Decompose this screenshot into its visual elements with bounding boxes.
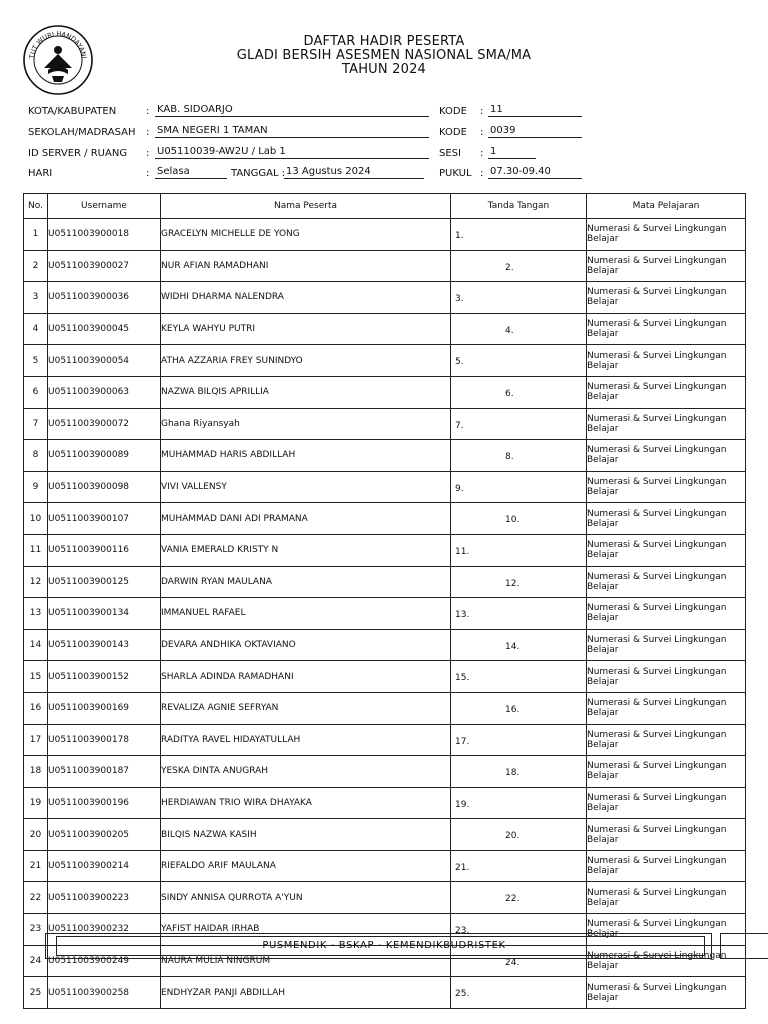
row-no: 2 <box>24 250 48 282</box>
row-name: Ghana Riyansyah <box>161 408 451 440</box>
signature-number: 14. <box>505 641 520 652</box>
subject-line-1: Numerasi & Survei Lingkungan <box>587 508 727 519</box>
header-username: Username <box>48 194 161 219</box>
row-signature[interactable] <box>451 440 587 472</box>
row-name: NAZWA BILQIS APRILLIA <box>161 376 451 408</box>
row-no: 25 <box>24 977 48 1009</box>
table-row <box>24 408 746 440</box>
table-row <box>24 534 746 566</box>
sesi-label: SESI <box>439 148 461 159</box>
row-subject <box>587 819 746 851</box>
row-no: 17 <box>24 724 48 756</box>
row-signature[interactable] <box>451 282 587 314</box>
row-signature[interactable] <box>451 566 587 598</box>
signature-number: 21. <box>455 862 470 873</box>
colon: : <box>146 148 150 159</box>
subject-line-2: Belajar <box>587 455 619 466</box>
row-name: MUHAMMAD HARIS ABDILLAH <box>161 440 451 472</box>
row-signature[interactable] <box>451 882 587 914</box>
row-subject <box>587 850 746 882</box>
row-name: DARWIN RYAN MAULANA <box>161 566 451 598</box>
kode1-label: KODE <box>439 106 467 117</box>
row-no: 9 <box>24 471 48 503</box>
signature-number: 3. <box>455 294 464 305</box>
row-no: 10 <box>24 503 48 535</box>
table-row <box>24 471 746 503</box>
row-no: 18 <box>24 756 48 788</box>
row-subject <box>587 661 746 693</box>
row-subject <box>587 882 746 914</box>
subject-line-2: Belajar <box>587 234 619 245</box>
row-no: 6 <box>24 376 48 408</box>
row-username: U0511003900187 <box>48 756 161 788</box>
signature-number: 2. <box>505 262 514 273</box>
row-name: DEVARA ANDHIKA OKTAVIANO <box>161 629 451 661</box>
row-username: U0511003900196 <box>48 787 161 819</box>
row-name: IMMANUEL RAFAEL <box>161 598 451 630</box>
row-subject <box>587 471 746 503</box>
row-subject <box>587 787 746 819</box>
table-row <box>24 345 746 377</box>
row-username: U0511003900098 <box>48 471 161 503</box>
title-line-2: GLADI BERSIH ASESMEN NASIONAL SMA/MA <box>236 48 532 63</box>
header-mata-pelajaran: Mata Pelajaran <box>587 194 746 219</box>
attendance-table <box>23 193 746 1009</box>
row-signature[interactable] <box>451 376 587 408</box>
subject-line-2: Belajar <box>587 802 619 813</box>
table-row <box>24 724 746 756</box>
row-no: 4 <box>24 313 48 345</box>
logo-text: TUT WURI HANDAYANI <box>27 29 88 60</box>
subject-line-1: Numerasi & Survei Lingkungan <box>587 982 727 993</box>
subject-line-2: Belajar <box>587 992 619 1003</box>
colon: : <box>480 106 484 117</box>
row-name: NAURA MULIA NINGRUM <box>161 945 451 977</box>
row-username: U0511003900169 <box>48 692 161 724</box>
row-name: VIVI VALLENSY <box>161 471 451 503</box>
row-username: U0511003900223 <box>48 882 161 914</box>
header-no: No. <box>24 194 48 219</box>
table-row <box>24 219 746 251</box>
subject-line-1: Numerasi & Survei Lingkungan <box>587 792 727 803</box>
row-subject <box>587 534 746 566</box>
signature-number: 13. <box>455 610 470 621</box>
kota-value: KAB. SIDOARJO <box>155 103 429 117</box>
signature-number: 25. <box>455 989 470 1000</box>
pukul-label: PUKUL <box>439 168 472 179</box>
colon: : <box>480 148 484 159</box>
row-username: U0511003900249 <box>48 945 161 977</box>
colon: : <box>480 127 484 138</box>
signature-number: 9. <box>455 483 464 494</box>
table-row <box>24 756 746 788</box>
signature-number: 15. <box>455 673 470 684</box>
row-subject <box>587 503 746 535</box>
row-username: U0511003900143 <box>48 629 161 661</box>
row-name: BILQIS NAZWA KASIH <box>161 819 451 851</box>
subject-line-2: Belajar <box>587 487 619 498</box>
subject-line-1: Numerasi & Survei Lingkungan <box>587 729 727 740</box>
row-signature[interactable] <box>451 756 587 788</box>
row-no: 1 <box>24 219 48 251</box>
hari-value: Selasa <box>155 165 227 179</box>
subject-line-1: Numerasi & Survei Lingkungan <box>587 350 727 361</box>
row-no: 15 <box>24 661 48 693</box>
row-no: 3 <box>24 282 48 314</box>
signature-number: 10. <box>505 515 520 526</box>
subject-line-1: Numerasi & Survei Lingkungan <box>587 824 727 835</box>
subject-line-2: Belajar <box>587 297 619 308</box>
server-label: ID SERVER / RUANG <box>28 148 128 159</box>
signature-number: 19. <box>455 799 470 810</box>
row-signature[interactable] <box>451 629 587 661</box>
row-name: YESKA DINTA ANUGRAH <box>161 756 451 788</box>
row-subject <box>587 219 746 251</box>
row-username: U0511003900036 <box>48 282 161 314</box>
row-no: 13 <box>24 598 48 630</box>
colon: : <box>146 168 150 179</box>
row-name: ATHA AZZARIA FREY SUNINDYO <box>161 345 451 377</box>
row-subject <box>587 440 746 472</box>
row-no: 11 <box>24 534 48 566</box>
subject-line-2: Belajar <box>587 676 619 687</box>
subject-line-2: Belajar <box>587 581 619 592</box>
subject-line-1: Numerasi & Survei Lingkungan <box>587 445 727 456</box>
row-name: MUHAMMAD DANI ADI PRAMANA <box>161 503 451 535</box>
row-subject <box>587 376 746 408</box>
signature-number: 5. <box>455 357 464 368</box>
row-no: 5 <box>24 345 48 377</box>
row-no: 19 <box>24 787 48 819</box>
row-signature[interactable] <box>451 598 587 630</box>
kode2-value: 0039 <box>488 124 582 138</box>
row-name: NUR AFIAN RAMADHANI <box>161 250 451 282</box>
subject-line-1: Numerasi & Survei Lingkungan <box>587 666 727 677</box>
row-username: U0511003900107 <box>48 503 161 535</box>
row-username: U0511003900134 <box>48 598 161 630</box>
row-name: RIEFALDO ARIF MAULANA <box>161 850 451 882</box>
signature-number: 24. <box>505 957 520 968</box>
colon: : <box>146 106 150 117</box>
row-subject <box>587 629 746 661</box>
subject-line-2: Belajar <box>587 329 619 340</box>
table-row <box>24 440 746 472</box>
row-no: 21 <box>24 850 48 882</box>
subject-line-2: Belajar <box>587 392 619 403</box>
row-signature[interactable] <box>451 692 587 724</box>
row-subject <box>587 692 746 724</box>
hari-label: HARI <box>28 168 53 179</box>
row-name: HERDIAWAN TRIO WIRA DHAYAKA <box>161 787 451 819</box>
row-username: U0511003900205 <box>48 819 161 851</box>
kode2-label: KODE <box>439 127 467 138</box>
subject-line-2: Belajar <box>587 739 619 750</box>
subject-line-2: Belajar <box>587 897 619 908</box>
subject-line-1: Numerasi & Survei Lingkungan <box>587 287 727 298</box>
row-no: 22 <box>24 882 48 914</box>
row-signature[interactable] <box>451 313 587 345</box>
subject-line-2: Belajar <box>587 423 619 434</box>
row-name: SINDY ANNISA QURROTA A'YUN <box>161 882 451 914</box>
row-name: GRACELYN MICHELLE DE YONG <box>161 219 451 251</box>
subject-line-2: Belajar <box>587 960 619 971</box>
header-tanda-tangan: Tanda Tangan <box>451 194 587 219</box>
tanggal-label: TANGGAL : <box>231 168 286 179</box>
subject-line-1: Numerasi & Survei Lingkungan <box>587 950 727 961</box>
row-username: U0511003900027 <box>48 250 161 282</box>
row-name: VANIA EMERALD KRISTY N <box>161 534 451 566</box>
table-row <box>24 313 746 345</box>
sekolah-value: SMA NEGERI 1 TAMAN <box>155 124 429 138</box>
row-subject <box>587 756 746 788</box>
row-subject <box>587 282 746 314</box>
row-username: U0511003900152 <box>48 661 161 693</box>
signature-number: 22. <box>505 894 520 905</box>
subject-line-1: Numerasi & Survei Lingkungan <box>587 698 727 709</box>
row-signature[interactable] <box>451 408 587 440</box>
subject-line-1: Numerasi & Survei Lingkungan <box>587 382 727 393</box>
subject-line-1: Numerasi & Survei Lingkungan <box>587 224 727 235</box>
row-username: U0511003900214 <box>48 850 161 882</box>
row-no: 23 <box>24 914 48 946</box>
row-name: YAFIST HAIDAR IRHAB <box>161 914 451 946</box>
row-username: U0511003900125 <box>48 566 161 598</box>
signature-number: 23. <box>455 926 470 937</box>
signature-number: 17. <box>455 736 470 747</box>
row-no: 12 <box>24 566 48 598</box>
row-no: 16 <box>24 692 48 724</box>
row-no: 7 <box>24 408 48 440</box>
row-signature[interactable] <box>451 724 587 756</box>
signature-number: 1. <box>455 231 464 241</box>
subject-line-1: Numerasi & Survei Lingkungan <box>587 887 727 898</box>
subject-line-1: Numerasi & Survei Lingkungan <box>587 477 727 488</box>
row-name: REVALIZA AGNIE SEFRYAN <box>161 692 451 724</box>
row-subject <box>587 598 746 630</box>
signature-number: 18. <box>505 768 520 779</box>
row-signature[interactable] <box>451 977 587 1009</box>
signature-number: 20. <box>505 831 520 842</box>
subject-line-1: Numerasi & Survei Lingkungan <box>587 856 727 867</box>
row-username: U0511003900089 <box>48 440 161 472</box>
row-name: KEYLA WAHYU PUTRI <box>161 313 451 345</box>
row-username: U0511003900178 <box>48 724 161 756</box>
table-row <box>24 629 746 661</box>
row-username: U0511003900054 <box>48 345 161 377</box>
subject-line-2: Belajar <box>587 708 619 719</box>
row-subject <box>587 724 746 756</box>
row-username: U0511003900232 <box>48 914 161 946</box>
row-no: 24 <box>24 945 48 977</box>
row-signature[interactable] <box>451 345 587 377</box>
row-subject <box>587 345 746 377</box>
signature-number: 16. <box>505 704 520 715</box>
row-signature[interactable] <box>451 534 587 566</box>
pukul-value: 07.30-09.40 <box>488 165 582 179</box>
header-nama: Nama Peserta <box>161 194 451 219</box>
row-username: U0511003900063 <box>48 376 161 408</box>
row-signature[interactable] <box>451 850 587 882</box>
table-row <box>24 566 746 598</box>
signature-number: 7. <box>455 420 464 431</box>
row-subject <box>587 250 746 282</box>
subject-line-1: Numerasi & Survei Lingkungan <box>587 571 727 582</box>
row-signature[interactable] <box>451 661 587 693</box>
row-signature[interactable] <box>451 471 587 503</box>
subject-line-1: Numerasi & Survei Lingkungan <box>587 540 727 551</box>
row-signature[interactable] <box>451 219 587 251</box>
row-username: U0511003900072 <box>48 408 161 440</box>
signature-number: 8. <box>505 452 514 463</box>
sesi-value: 1 <box>488 145 536 159</box>
row-name: ENDHYZAR PANJI ABDILLAH <box>161 977 451 1009</box>
row-signature[interactable] <box>451 250 587 282</box>
table-row <box>24 850 746 882</box>
row-signature[interactable] <box>451 819 587 851</box>
row-signature[interactable] <box>451 787 587 819</box>
row-username: U0511003900045 <box>48 313 161 345</box>
sekolah-label: SEKOLAH/MADRASAH <box>28 127 136 138</box>
subject-line-2: Belajar <box>587 550 619 561</box>
row-subject <box>587 408 746 440</box>
subject-line-2: Belajar <box>587 771 619 782</box>
row-no: 14 <box>24 629 48 661</box>
subject-line-1: Numerasi & Survei Lingkungan <box>587 919 727 930</box>
footer-text: PUSMENDIK - BSKAP - KEMENDIKBUDRISTEK <box>262 940 506 951</box>
row-subject <box>587 566 746 598</box>
subject-line-2: Belajar <box>587 834 619 845</box>
subject-line-2: Belajar <box>587 518 619 529</box>
subject-line-1: Numerasi & Survei Lingkungan <box>587 761 727 772</box>
kode1-value: 11 <box>488 103 582 117</box>
row-username: U0511003900018 <box>48 219 161 251</box>
table-row <box>24 376 746 408</box>
table-row <box>24 661 746 693</box>
table-row <box>24 882 746 914</box>
subject-line-2: Belajar <box>587 866 619 877</box>
subject-line-2: Belajar <box>587 265 619 276</box>
row-name: SHARLA ADINDA RAMADHANI <box>161 661 451 693</box>
table-row <box>24 692 746 724</box>
signature-number: 12. <box>505 578 520 589</box>
table-row <box>24 977 746 1009</box>
subject-line-2: Belajar <box>587 360 619 371</box>
table-row <box>24 787 746 819</box>
table-row <box>24 250 746 282</box>
row-username: U0511003900258 <box>48 977 161 1009</box>
signature-number: 6. <box>505 388 514 399</box>
row-username: U0511003900116 <box>48 534 161 566</box>
signature-number: 4. <box>505 325 514 336</box>
row-no: 20 <box>24 819 48 851</box>
kota-label: KOTA/KABUPATEN <box>28 106 117 117</box>
table-row <box>24 503 746 535</box>
title-line-1: DAFTAR HADIR PESERTA <box>303 34 465 49</box>
row-signature[interactable] <box>451 503 587 535</box>
subject-line-1: Numerasi & Survei Lingkungan <box>587 413 727 424</box>
subject-line-2: Belajar <box>587 929 619 940</box>
colon: : <box>146 127 150 138</box>
table-row <box>24 819 746 851</box>
colon: : <box>480 168 484 179</box>
signature-number: 11. <box>455 546 470 557</box>
row-name: WIDHI DHARMA NALENDRA <box>161 282 451 314</box>
title-line-3: TAHUN 2024 <box>341 62 427 77</box>
tanggal-value: 13 Agustus 2024 <box>284 165 424 179</box>
row-name: RADITYA RAVEL HIDAYATULLAH <box>161 724 451 756</box>
row-subject <box>587 313 746 345</box>
table-header-row <box>24 194 746 219</box>
table-row <box>24 282 746 314</box>
subject-line-1: Numerasi & Survei Lingkungan <box>587 319 727 330</box>
server-value: U05110039-AW2U / Lab 1 <box>155 145 429 159</box>
subject-line-1: Numerasi & Survei Lingkungan <box>587 603 727 614</box>
table-row <box>24 598 746 630</box>
row-no: 8 <box>24 440 48 472</box>
subject-line-1: Numerasi & Survei Lingkungan <box>587 635 727 646</box>
subject-line-2: Belajar <box>587 613 619 624</box>
subject-line-1: Numerasi & Survei Lingkungan <box>587 255 727 266</box>
subject-line-2: Belajar <box>587 645 619 656</box>
row-subject <box>587 977 746 1009</box>
